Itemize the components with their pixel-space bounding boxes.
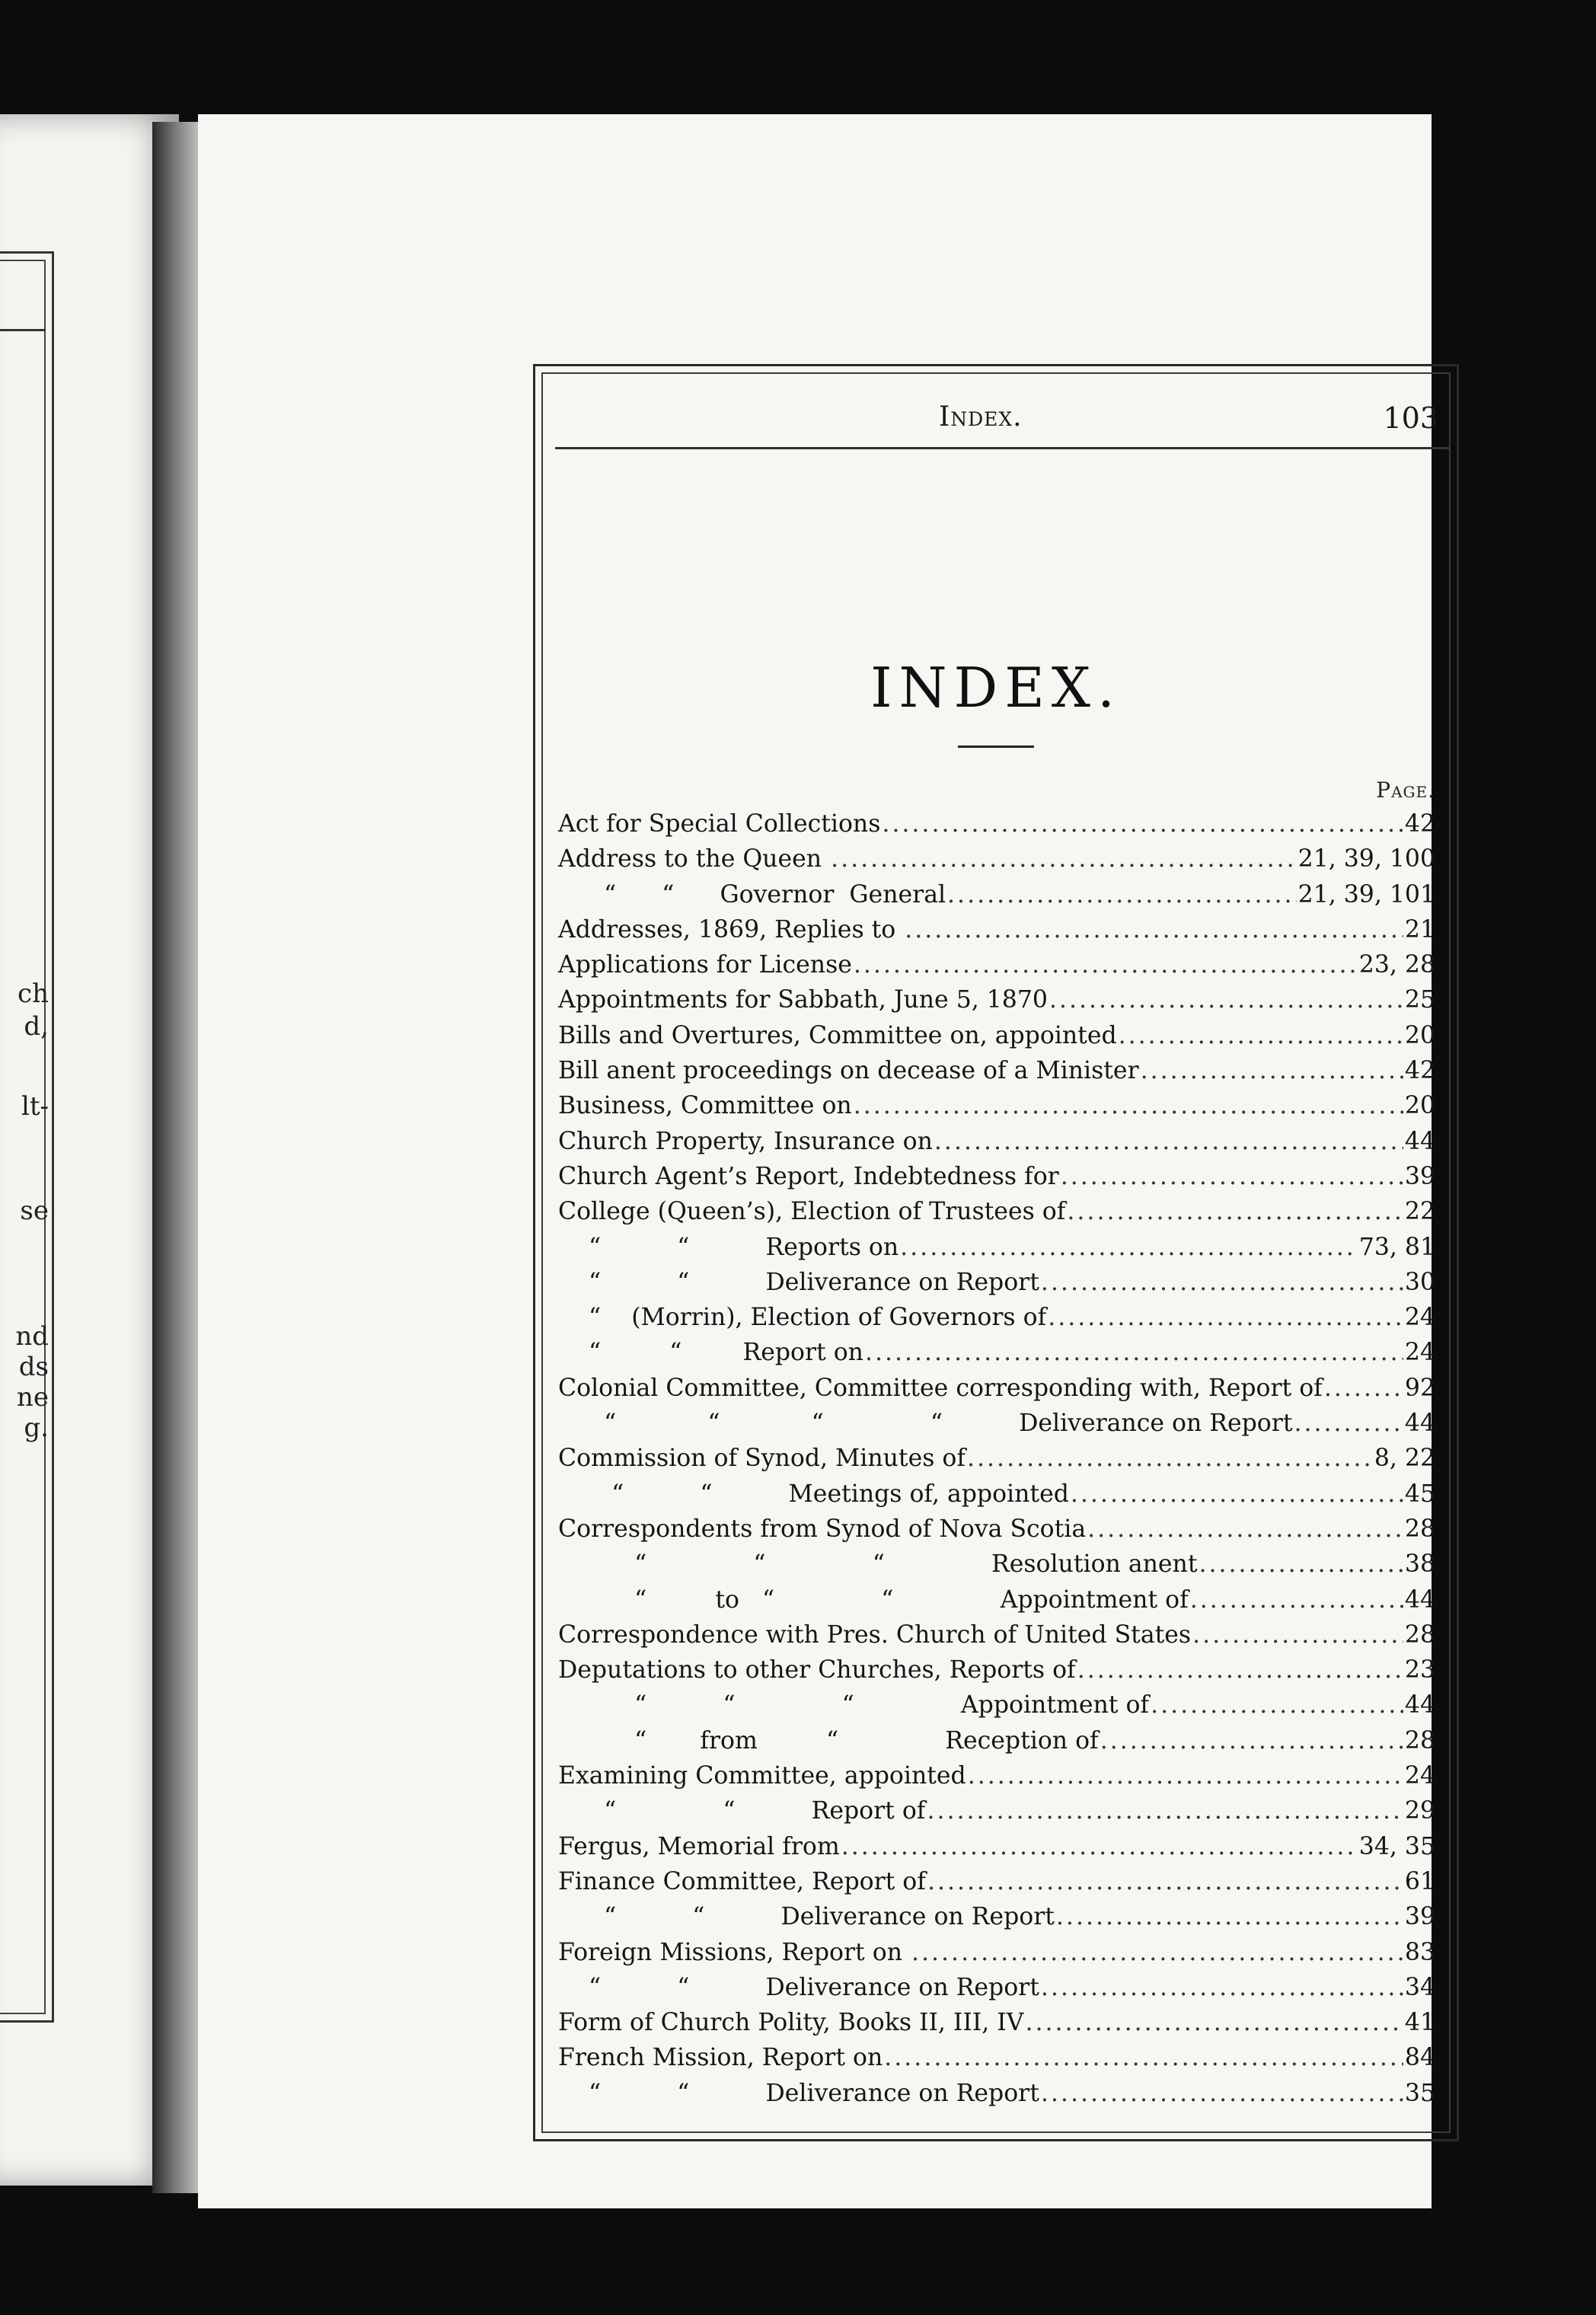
- dot-leader: [1077, 1652, 1403, 1688]
- index-page: [198, 114, 1438, 2208]
- entry-page-numbers: 21: [1404, 915, 1435, 944]
- index-entry: [558, 1371, 1435, 1406]
- index-entry: [558, 2005, 1435, 2040]
- entry-text: “ “ Deliverance on Report: [558, 1903, 1055, 1931]
- previous-page-fragment: se: [20, 1196, 49, 1226]
- entry-page-numbers: 73, 81: [1358, 1233, 1435, 1261]
- entry-page-numbers: 22: [1404, 1198, 1435, 1226]
- index-entry: [558, 912, 1435, 947]
- entry-text: Fergus, Memorial from: [558, 1832, 840, 1860]
- previous-page-fragment: g.: [24, 1413, 49, 1443]
- index-entry: [558, 1793, 1435, 1828]
- entry-page-numbers: 39: [1404, 1903, 1435, 1931]
- dot-leader: [1048, 1300, 1403, 1335]
- entry-page-numbers: 25: [1404, 986, 1435, 1014]
- dot-leader: [1041, 1265, 1403, 1300]
- running-head: [543, 395, 1449, 441]
- index-entry: [558, 2040, 1435, 2075]
- entry-text: Act for Special Collections: [558, 810, 881, 838]
- entry-page-numbers: 20: [1404, 1021, 1435, 1049]
- entry-page-numbers: 20: [1404, 1092, 1435, 1120]
- index-entry: [558, 1053, 1435, 1088]
- dot-leader: [900, 1230, 1358, 1265]
- entry-text: “ from “ Reception of: [558, 1726, 1099, 1755]
- index-title: INDEX.: [870, 656, 1122, 720]
- index-entry: [558, 1230, 1435, 1265]
- index-entry: [558, 1617, 1435, 1652]
- index-entry: [558, 877, 1435, 912]
- entry-page-numbers: 21, 39, 101: [1298, 880, 1435, 908]
- dot-leader: [934, 1124, 1403, 1159]
- entry-page-numbers: 24: [1404, 1339, 1435, 1367]
- dot-leader: [927, 1864, 1403, 1899]
- index-entry: [558, 1723, 1435, 1758]
- entry-text: “ “ Deliverance on Report: [558, 2079, 1039, 2107]
- index-entry: [558, 1477, 1435, 1512]
- previous-page-fragment: ch: [18, 979, 49, 1009]
- dot-leader: [1056, 1899, 1403, 1934]
- entry-page-numbers: 30: [1404, 1268, 1435, 1296]
- index-entry: [558, 1018, 1435, 1053]
- index-entry: [558, 1935, 1435, 1970]
- dot-leader: [1071, 1477, 1403, 1512]
- entry-page-numbers: 24: [1404, 1304, 1435, 1332]
- dot-leader: [947, 877, 1297, 912]
- index-entry: [558, 1864, 1435, 1899]
- entry-page-numbers: 21, 39, 100: [1298, 845, 1435, 873]
- entry-text: “ “ Meetings of, appointed: [558, 1480, 1069, 1508]
- page-frame: [533, 364, 1459, 2141]
- entry-text: Deputations to other Churches, Reports of: [558, 1656, 1076, 1684]
- index-entry: [558, 1688, 1435, 1723]
- index-entry: [558, 1899, 1435, 1934]
- dot-leader: [927, 1793, 1403, 1828]
- page-frame-inner: [541, 372, 1451, 2133]
- previous-page-fragment: ds: [18, 1352, 49, 1382]
- previous-page-fragment: nd: [15, 1321, 49, 1352]
- index-entry: [558, 1441, 1435, 1476]
- previous-page-frame: [0, 251, 54, 2023]
- index-entry: [558, 1194, 1435, 1229]
- entry-page-numbers: 92: [1404, 1374, 1435, 1402]
- entry-page-numbers: 84: [1404, 2044, 1435, 2072]
- dot-leader: [854, 947, 1358, 982]
- entry-text: Business, Committee on: [558, 1092, 852, 1120]
- entry-page-numbers: 42: [1404, 1057, 1435, 1085]
- index-entry: [558, 806, 1435, 841]
- dot-leader: [1190, 1582, 1403, 1617]
- entry-page-numbers: 44: [1404, 1127, 1435, 1155]
- entry-page-numbers: 23, 28: [1358, 951, 1435, 979]
- entry-text: Examining Committee, appointed: [558, 1762, 966, 1790]
- entry-text: “ “ “ Resolution anent: [558, 1550, 1198, 1579]
- index-entry: [558, 982, 1435, 1017]
- index-entry: [558, 1547, 1435, 1582]
- entry-text: “ “ “ “ Deliverance on Report: [558, 1410, 1293, 1438]
- dot-leader: [968, 1758, 1403, 1793]
- entry-text: French Mission, Report on: [558, 2044, 883, 2072]
- entry-page-numbers: 34: [1404, 1973, 1435, 2001]
- entry-page-numbers: 8, 22: [1374, 1445, 1435, 1473]
- entry-text: Colonial Committee, Committee corresponding with, Report of: [558, 1374, 1323, 1402]
- entry-page-numbers: 28: [1404, 1726, 1435, 1755]
- dot-leader: [1192, 1617, 1403, 1652]
- entry-text: Addresses, 1869, Replies to: [558, 915, 904, 944]
- dot-leader: [1087, 1512, 1403, 1547]
- previous-page-fragment: d,: [24, 1011, 49, 1042]
- dot-leader: [831, 841, 1297, 877]
- entry-text: “ “ Deliverance on Report: [558, 1973, 1039, 2001]
- dot-leader: [1100, 1723, 1403, 1758]
- entry-text: Correspondents from Synod of Nova Scotia: [558, 1515, 1087, 1543]
- index-entry: [558, 1300, 1435, 1335]
- entry-text: Correspondence with Pres. Church of United States: [558, 1620, 1192, 1649]
- dot-leader: [1119, 1018, 1403, 1053]
- entry-page-numbers: 29: [1404, 1797, 1435, 1825]
- index-entry: [558, 1970, 1435, 2005]
- previous-page-fragment: ne: [16, 1382, 49, 1413]
- index-entry: [558, 1829, 1435, 1864]
- dot-leader: [865, 1335, 1403, 1370]
- dot-leader: [967, 1441, 1373, 1476]
- entry-page-numbers: 24: [1404, 1762, 1435, 1790]
- index-entries: [558, 806, 1435, 2111]
- entry-page-numbers: 44: [1404, 1691, 1435, 1719]
- entry-text: “ “ Reports on: [558, 1233, 899, 1261]
- previous-page-head-rule: [0, 329, 46, 331]
- dot-leader: [882, 806, 1403, 841]
- entry-text: Bills and Overtures, Committee on, appointed: [558, 1021, 1117, 1049]
- previous-page-fragment: lt-: [21, 1091, 49, 1122]
- dot-leader: [911, 1935, 1403, 1970]
- entry-text: Finance Committee, Report of: [558, 1867, 926, 1895]
- index-entry: [558, 1512, 1435, 1547]
- entry-page-numbers: 41: [1404, 2009, 1435, 2037]
- dot-leader: [1041, 1970, 1403, 2005]
- entry-page-numbers: 42: [1404, 810, 1435, 838]
- entry-text: “ “ Report of: [558, 1797, 926, 1825]
- running-title: Index.: [939, 401, 1023, 433]
- dot-leader: [1294, 1406, 1403, 1441]
- entry-text: “ (Morrin), Election of Governors of: [558, 1304, 1047, 1332]
- entry-text: Address to the Queen: [558, 845, 830, 873]
- entry-text: Appointments for Sabbath, June 5, 1870: [558, 986, 1048, 1014]
- index-entry: [558, 1265, 1435, 1300]
- index-entry: [558, 1652, 1435, 1688]
- entry-page-numbers: 23: [1404, 1656, 1435, 1684]
- entry-text: Church Property, Insurance on: [558, 1127, 933, 1155]
- dot-leader: [1041, 2076, 1403, 2111]
- entry-page-numbers: 35: [1404, 2079, 1435, 2107]
- dot-leader: [1141, 1053, 1403, 1088]
- entry-text: Foreign Missions, Report on: [558, 1938, 910, 1966]
- entry-text: College (Queen’s), Election of Trustees of: [558, 1198, 1066, 1226]
- entry-page-numbers: 44: [1404, 1585, 1435, 1614]
- header-rule: [555, 447, 1449, 449]
- entry-text: Form of Church Polity, Books II, III, IV: [558, 2009, 1024, 2037]
- entry-text: Church Agent’s Report, Indebtedness for: [558, 1162, 1059, 1190]
- entry-page-numbers: 83: [1404, 1938, 1435, 1966]
- entry-text: “ to “ “ Appointment of: [558, 1585, 1189, 1614]
- dot-leader: [1025, 2005, 1403, 2040]
- index-entry: [558, 2076, 1435, 2111]
- entry-text: “ “ Governor General: [558, 880, 946, 908]
- entry-page-numbers: 38: [1404, 1550, 1435, 1579]
- entry-text: Commission of Synod, Minutes of: [558, 1445, 966, 1473]
- entry-page-numbers: 34, 35: [1358, 1832, 1435, 1860]
- dot-leader: [1151, 1688, 1403, 1723]
- index-entry: [558, 1159, 1435, 1194]
- dot-leader: [841, 1829, 1358, 1864]
- dot-leader: [884, 2040, 1403, 2075]
- index-entry: [558, 1758, 1435, 1793]
- entry-page-numbers: 61: [1404, 1867, 1435, 1895]
- index-entry: [558, 1582, 1435, 1617]
- page-column-label: Page.: [1376, 778, 1435, 803]
- entry-text: “ “ Deliverance on Report: [558, 1268, 1039, 1296]
- entry-page-numbers: 39: [1404, 1162, 1435, 1190]
- index-entry: [558, 1088, 1435, 1123]
- dot-leader: [1049, 982, 1403, 1017]
- index-entry: [558, 1406, 1435, 1441]
- dot-leader: [1067, 1194, 1403, 1229]
- entry-page-numbers: 44: [1404, 1410, 1435, 1438]
- entry-page-numbers: 28: [1404, 1620, 1435, 1649]
- dot-leader: [1199, 1547, 1403, 1582]
- entry-page-numbers: 28: [1404, 1515, 1435, 1543]
- dot-leader: [1061, 1159, 1403, 1194]
- dot-leader: [854, 1088, 1403, 1123]
- entry-text: “ “ “ Appointment of: [558, 1691, 1150, 1719]
- entry-text: Bill anent proceedings on decease of a Minister: [558, 1057, 1139, 1085]
- dot-leader: [905, 912, 1403, 947]
- entry-text: Applications for License: [558, 951, 852, 979]
- entry-text: “ “ Report on: [558, 1339, 863, 1367]
- index-entry: [558, 841, 1435, 877]
- title-rule: [958, 746, 1034, 748]
- page-number: 103: [1383, 401, 1438, 435]
- dot-leader: [1324, 1371, 1403, 1406]
- index-entry: [558, 1335, 1435, 1370]
- entry-page-numbers: 45: [1404, 1480, 1435, 1508]
- index-entry: [558, 1124, 1435, 1159]
- index-entry: [558, 947, 1435, 982]
